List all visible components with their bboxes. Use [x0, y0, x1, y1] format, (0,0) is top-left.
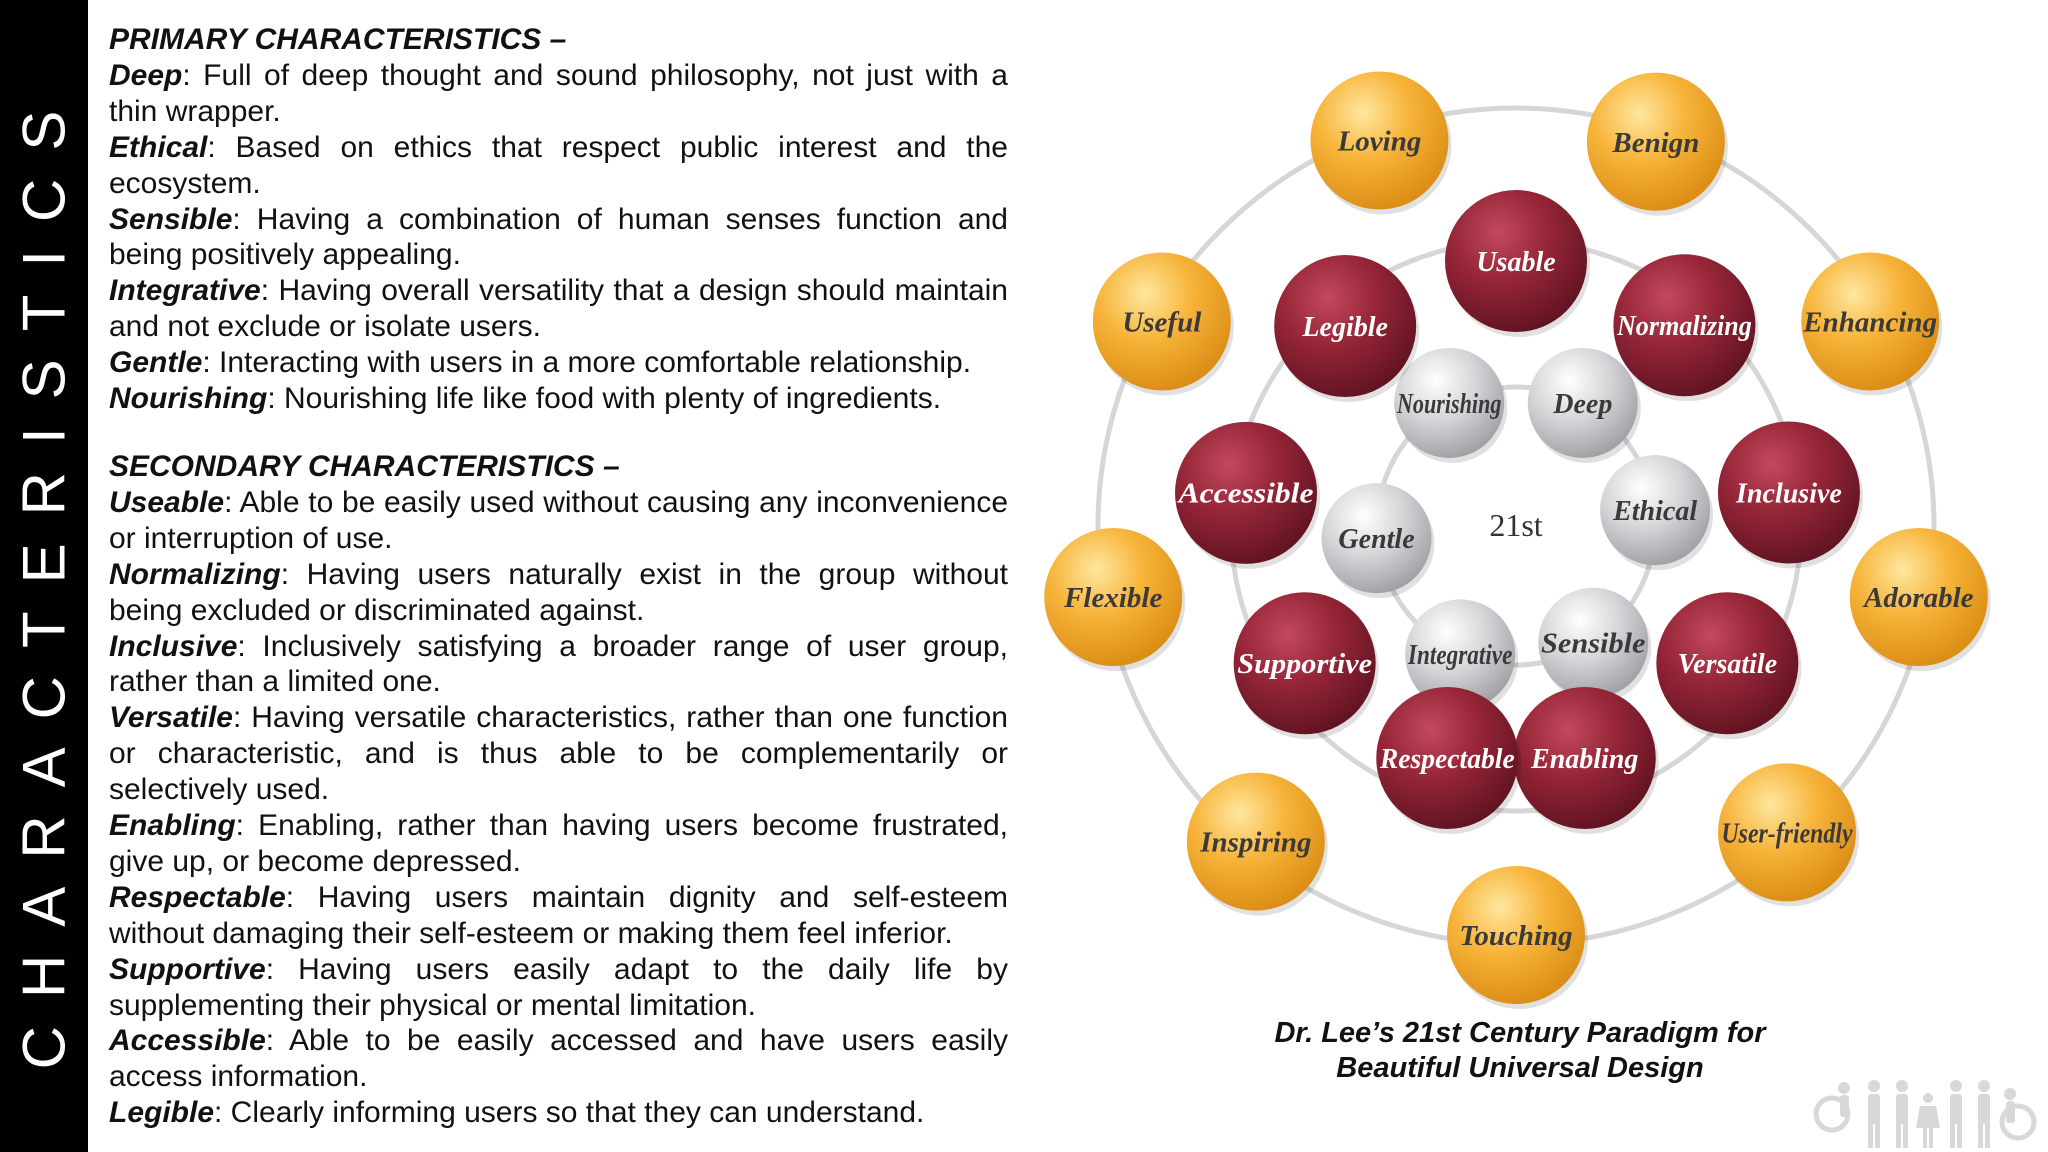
bubble-gentle	[1322, 483, 1435, 598]
bubble-label: Loving	[1337, 125, 1422, 158]
secondary-item-term: Accessible	[109, 1024, 266, 1058]
bubble-supportive	[1234, 592, 1379, 739]
bubble-label: Supportive	[1237, 649, 1373, 681]
text-panel	[109, 22, 1008, 1131]
bubble-label: Useful	[1122, 306, 1202, 339]
bubble-loving	[1310, 71, 1451, 214]
secondary-item	[109, 952, 1008, 1024]
secondary-item-term: Supportive	[109, 952, 266, 986]
secondary-heading: SECONDARY CHARACTERISTICS –	[109, 449, 620, 483]
bubble-label: Flexible	[1064, 582, 1163, 615]
bubble-label: Respectable	[1378, 743, 1515, 775]
primary-item-desc: : Full of deep thought and sound philosophy, not just with a thin wrapper.	[109, 58, 1008, 128]
secondary-item-term: Respectable	[109, 880, 286, 914]
secondary-list	[109, 485, 1008, 1131]
bubble-label: Legible	[1302, 311, 1388, 343]
caption-line-1: Dr. Lee’s 21st Century Paradigm for	[1274, 1017, 1766, 1049]
secondary-item	[109, 485, 1008, 557]
primary-item-term: Gentle	[109, 346, 203, 380]
bubble-label: Gentle	[1338, 524, 1415, 556]
sidebar-title: CHARACTERISTICS	[10, 82, 78, 1070]
bubble-normalizing	[1613, 254, 1758, 401]
bubble-inspiring	[1187, 773, 1328, 916]
bubble-label: Benign	[1612, 126, 1700, 159]
bubble-usable	[1445, 190, 1590, 337]
bubble-nourishing	[1394, 348, 1507, 463]
primary-item	[109, 58, 1008, 130]
secondary-item-desc: : Having users naturally exist in the group without being excluded or discriminated against.	[109, 557, 1008, 627]
secondary-item	[109, 557, 1008, 629]
secondary-item	[109, 629, 1008, 701]
primary-item-desc: : Based on ethics that respect public interest and the ecosystem.	[109, 130, 1008, 200]
primary-item-desc: : Nourishing life like food with plenty of ingredients.	[267, 382, 942, 416]
bubble-label: Inclusive	[1736, 478, 1842, 510]
bubble-label: Sensible	[1541, 628, 1646, 660]
bubble-label: Adorable	[1864, 582, 1974, 615]
secondary-item-desc: : Enabling, rather than having users become frustrated, give up, or become depressed.	[109, 809, 1008, 878]
universal-design-people-icon	[1810, 1078, 2040, 1150]
bubble-label: Enabling	[1531, 743, 1639, 775]
secondary-item	[109, 1095, 1008, 1131]
bubble-label: Deep	[1553, 388, 1613, 420]
secondary-item-term: Normalizing	[109, 557, 281, 591]
primary-item	[109, 130, 1008, 202]
sidebar	[0, 0, 88, 1152]
bubble-label: Versatile	[1677, 649, 1778, 681]
caption-line-2: Beautiful Universal Design	[1336, 1052, 1704, 1084]
primary-item	[109, 273, 1008, 345]
bubble-inclusive	[1718, 421, 1863, 568]
bubble-label: Enhancing	[1803, 306, 1938, 339]
bubble-label: User-friendly	[1721, 817, 1853, 850]
secondary-item-term: Inclusive	[109, 629, 238, 663]
paradigm-diagram	[1040, 40, 2048, 1080]
bubble-legible	[1274, 255, 1419, 402]
bubble-label: Nourishing	[1396, 388, 1502, 420]
bubble-deep	[1528, 348, 1641, 463]
bubble-label: Accessible	[1176, 478, 1314, 510]
bubble-adorable	[1850, 528, 1991, 671]
bubble-useful	[1093, 253, 1234, 396]
bubble-enhancing	[1801, 253, 1942, 396]
primary-item-term: Deep	[109, 58, 183, 92]
secondary-item-term: Legible	[109, 1096, 215, 1130]
bubble-touching	[1447, 866, 1588, 1009]
primary-item	[109, 345, 1008, 381]
bubble-ethical	[1600, 455, 1713, 570]
bubble-user-friendly	[1718, 763, 1859, 906]
bubble-label: Inspiring	[1200, 826, 1312, 859]
secondary-item-desc: : Having users maintain dignity and self-esteem without damaging their self-esteem or making them feel inferior.	[109, 880, 1008, 950]
secondary-item-term: Enabling	[109, 809, 236, 843]
secondary-item-desc: : Inclusively satisfying a broader range of user group, rather than a limited one.	[109, 629, 1008, 699]
secondary-item	[109, 808, 1008, 880]
bubble-benign	[1587, 73, 1728, 216]
primary-item-term: Nourishing	[109, 382, 268, 416]
primary-item	[109, 202, 1008, 274]
secondary-item-desc: : Having users easily adapt to the daily life by supplementing their physical or mental limitation.	[109, 952, 1008, 1022]
bubble-respectable	[1376, 687, 1521, 834]
diagram-caption	[1170, 1016, 1870, 1086]
bubble-label: Ethical	[1613, 495, 1698, 527]
secondary-item-term: Versatile	[109, 701, 233, 735]
primary-heading: PRIMARY CHARACTERISTICS –	[109, 23, 567, 56]
secondary-item	[109, 1023, 1008, 1095]
primary-item-desc: : Having overall versatility that a design should maintain and not exclude or isolate users.	[109, 274, 1008, 344]
secondary-item-desc: : Able to be easily accessed and have users easily access information.	[109, 1024, 1008, 1094]
secondary-item-desc: : Able to be easily used without causing any inconvenience or interruption of use.	[109, 485, 1008, 555]
primary-item-desc: : Interacting with users in a more comfortable relationship.	[202, 346, 972, 380]
bubble-label: Integrative	[1407, 640, 1513, 672]
center-label: 21st	[1489, 507, 1543, 543]
bubble-sensible	[1538, 588, 1651, 703]
bubble-flexible	[1044, 528, 1185, 671]
secondary-item-desc: : Clearly informing users so that they can understand.	[214, 1096, 925, 1130]
primary-item-term: Ethical	[109, 130, 208, 164]
bubble-accessible	[1175, 422, 1320, 569]
bubble-label: Usable	[1476, 246, 1556, 278]
secondary-item	[109, 700, 1008, 808]
primary-item-term: Sensible	[109, 202, 233, 236]
secondary-item	[109, 880, 1008, 952]
primary-item-desc: : Having a combination of human senses function and being positively appealing.	[109, 202, 1008, 272]
primary-item-term: Integrative	[109, 274, 261, 308]
primary-list	[109, 58, 1008, 417]
secondary-item-desc: : Having versatile characteristics, rather than one function or characteristic, and is thus able to be complementarily or selectively used.	[109, 701, 1008, 807]
secondary-item-term: Useable	[109, 485, 225, 519]
primary-item	[109, 381, 1008, 417]
bubble-label: Touching	[1459, 920, 1573, 953]
bubble-versatile	[1656, 592, 1801, 739]
bubble-label: Normalizing	[1616, 311, 1752, 343]
